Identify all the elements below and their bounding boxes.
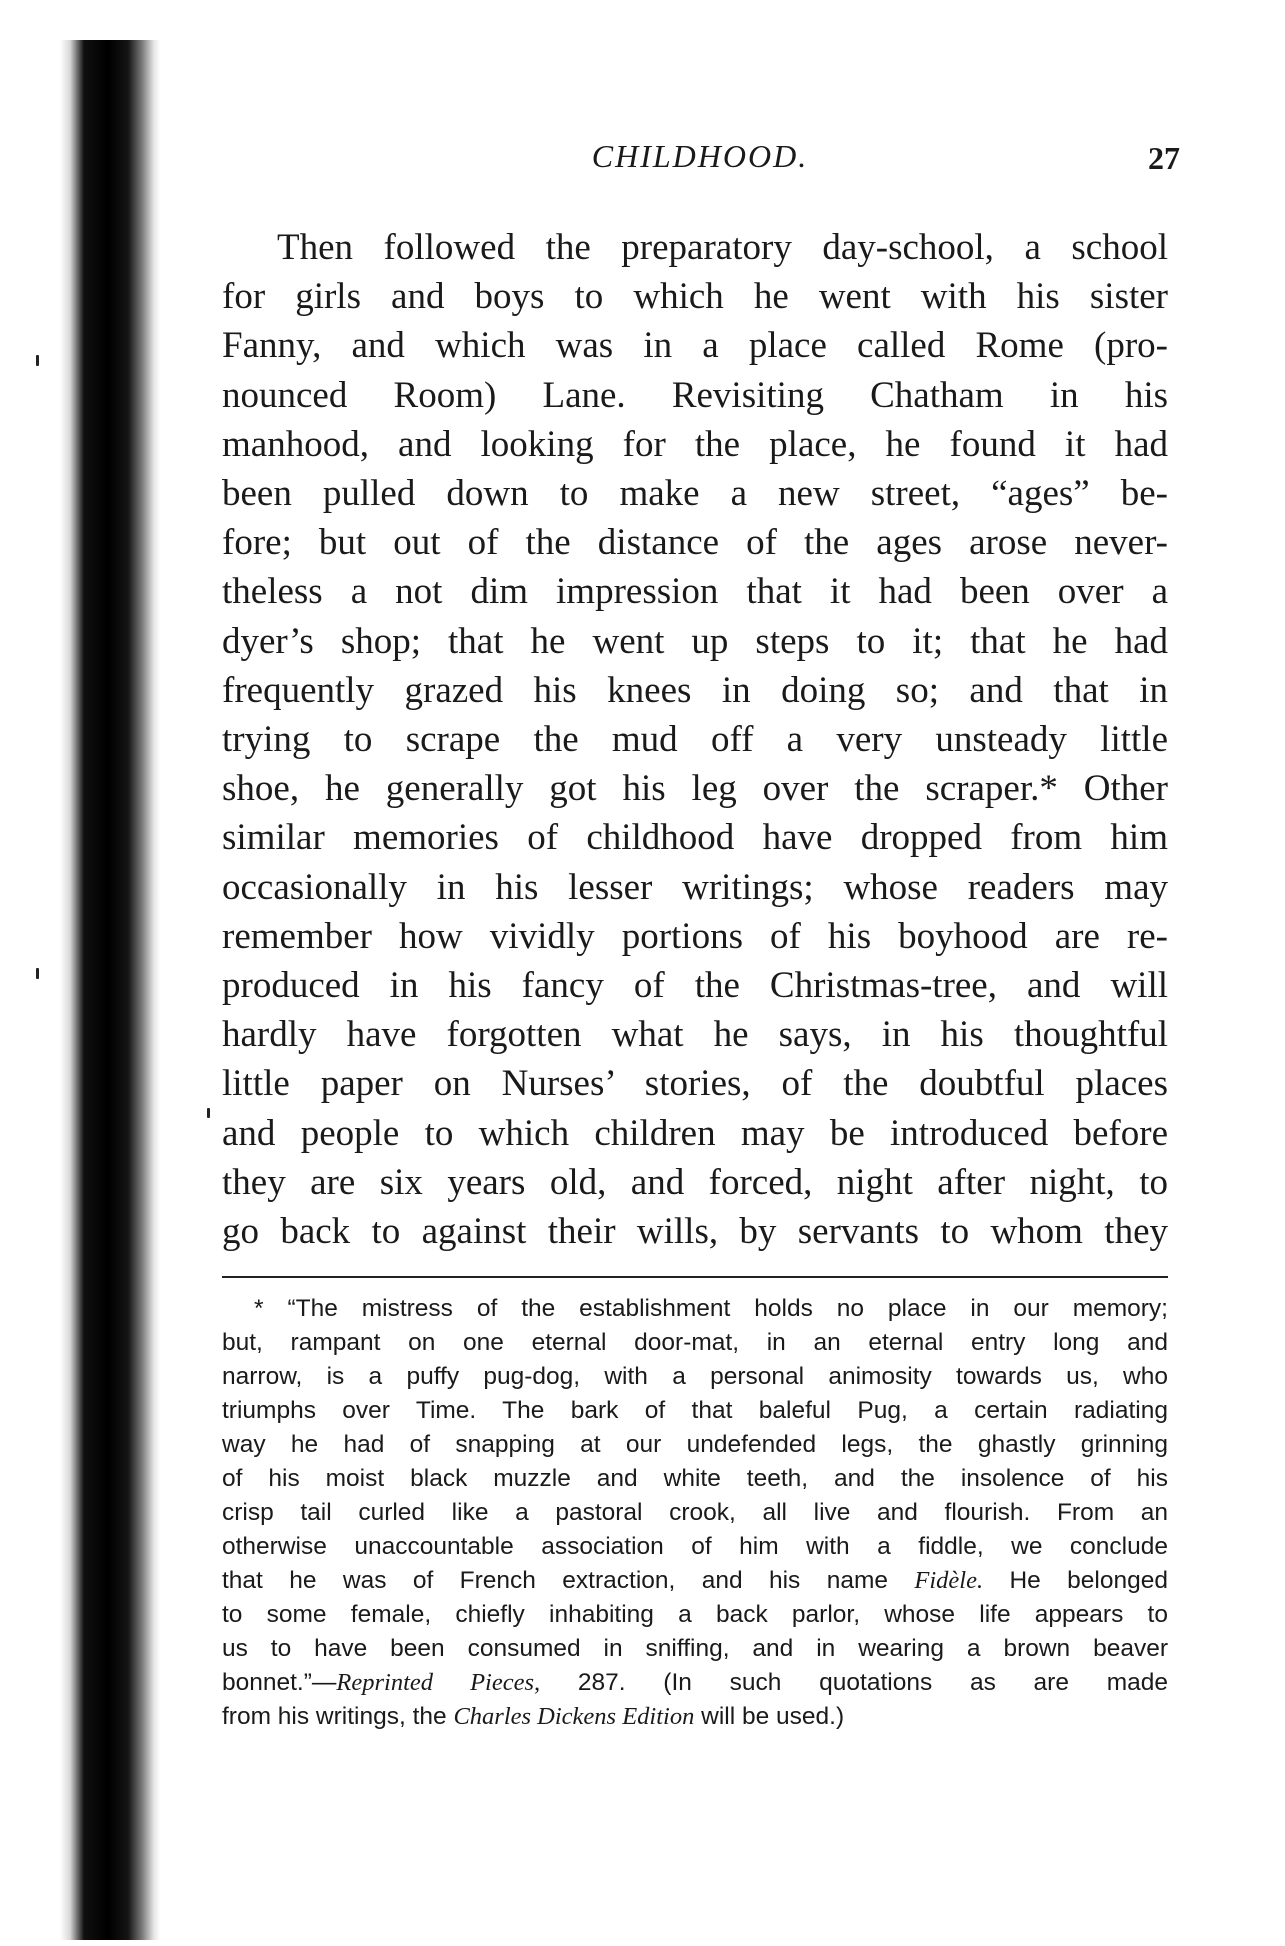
footnote-line: way he had of snapping at our undefended legs, the ghastly grinning [222,1431,1168,1458]
page-number: 27 [1148,140,1180,176]
footnote-separator [222,1276,1168,1278]
footnote-line: us to have been consumed in sniffing, and in wearing a brown beaver [222,1635,1168,1662]
binding-gutter-shadow [60,40,160,1940]
body-line: Then followed the preparatory day-school, a school [277,227,1168,268]
footnote-text: 287. (In such quotations as are made [540,1669,1168,1696]
body-line: hardly have forgotten what he says, in his thoughtful [222,1014,1168,1056]
source-title: Reprinted Pieces, [336,1669,541,1696]
footnote-line: triumphs over Time. The bark of that baleful Pug, a certain radiating [222,1397,1168,1424]
body-line: little paper on Nurses’ stories, of the doubtful places [222,1063,1168,1105]
edition-title: Charles Dickens Edition [453,1703,695,1730]
body-line: trying to scrape the mud off a very unsteady little [222,719,1168,761]
margin-speck [207,1108,210,1118]
body-line: Fanny, and which was in a place called Rome (pro- [222,325,1168,367]
body-line: go back to against their wills, by servants to whom they [222,1211,1168,1253]
footnote-text: He belonged [983,1567,1168,1594]
body-line: for girls and boys to which he went with his sister [222,276,1168,318]
footnote-line: narrow, is a puffy pug-dog, with a personal animosity towards us, who [222,1363,1168,1390]
footnote-text: from his writings, the [222,1703,454,1730]
body-line: manhood, and looking for the place, he found it had [222,423,1168,465]
body-line: shoe, he generally got his leg over the scraper.* Other [222,768,1168,810]
footnote-line [222,1666,1168,1700]
footnote-text: that he was of French extraction, and his name [222,1567,915,1594]
body-line: theless a not dim impression that it had been over a [222,571,1168,613]
footnote-text: bonnet.”— [222,1669,337,1696]
footnote-line: of his moist black muzzle and white teeth, and the insolence of his [222,1465,1168,1492]
body-line: fore; but out of the distance of the ages arose never- [222,522,1168,564]
footnote-line: but, rampant on one eternal door-mat, in an eternal entry long and [222,1329,1168,1356]
page-header [220,138,1180,188]
body-text [222,223,1168,1256]
body-line: occasionally in his lesser writings; whose readers may [222,866,1168,908]
footnote-line: * “The mistress of the establishment holds no place in our memory; [254,1295,1168,1322]
body-line: similar memories of childhood have dropped from him [222,817,1168,859]
body-line: produced in his fancy of the Christmas-tree, and will [222,965,1168,1007]
margin-speck [36,355,39,366]
footnote-line: to some female, chiefly inhabiting a back parlor, whose life appears to [222,1601,1168,1628]
body-line: nounced Room) Lane. Revisiting Chatham in his [222,374,1168,416]
running-title: CHILDHOOD. [591,138,809,174]
body-line: dyer’s shop; that he went up steps to it; that he had [222,620,1168,662]
margin-speck [36,968,39,979]
body-line: and people to which children may be introduced before [222,1112,1168,1154]
footnote-line: crisp tail curled like a pastoral crook, all live and flourish. From an [222,1499,1168,1526]
body-line: they are six years old, and forced, night after night, to [222,1161,1168,1203]
footnote [222,1292,1168,1734]
footnote-line [222,1564,1168,1598]
body-line: remember how vividly portions of his boyhood are re- [222,915,1168,957]
dog-name: Fidèle. [914,1567,984,1594]
footnote-text: will be used.) [694,1703,845,1730]
body-line: been pulled down to make a new street, “ages” be- [222,473,1168,515]
footnote-line: otherwise unaccountable association of him with a fiddle, we conclude [222,1533,1168,1560]
body-line: frequently grazed his knees in doing so; and that in [222,669,1168,711]
footnote-line [222,1700,1168,1734]
